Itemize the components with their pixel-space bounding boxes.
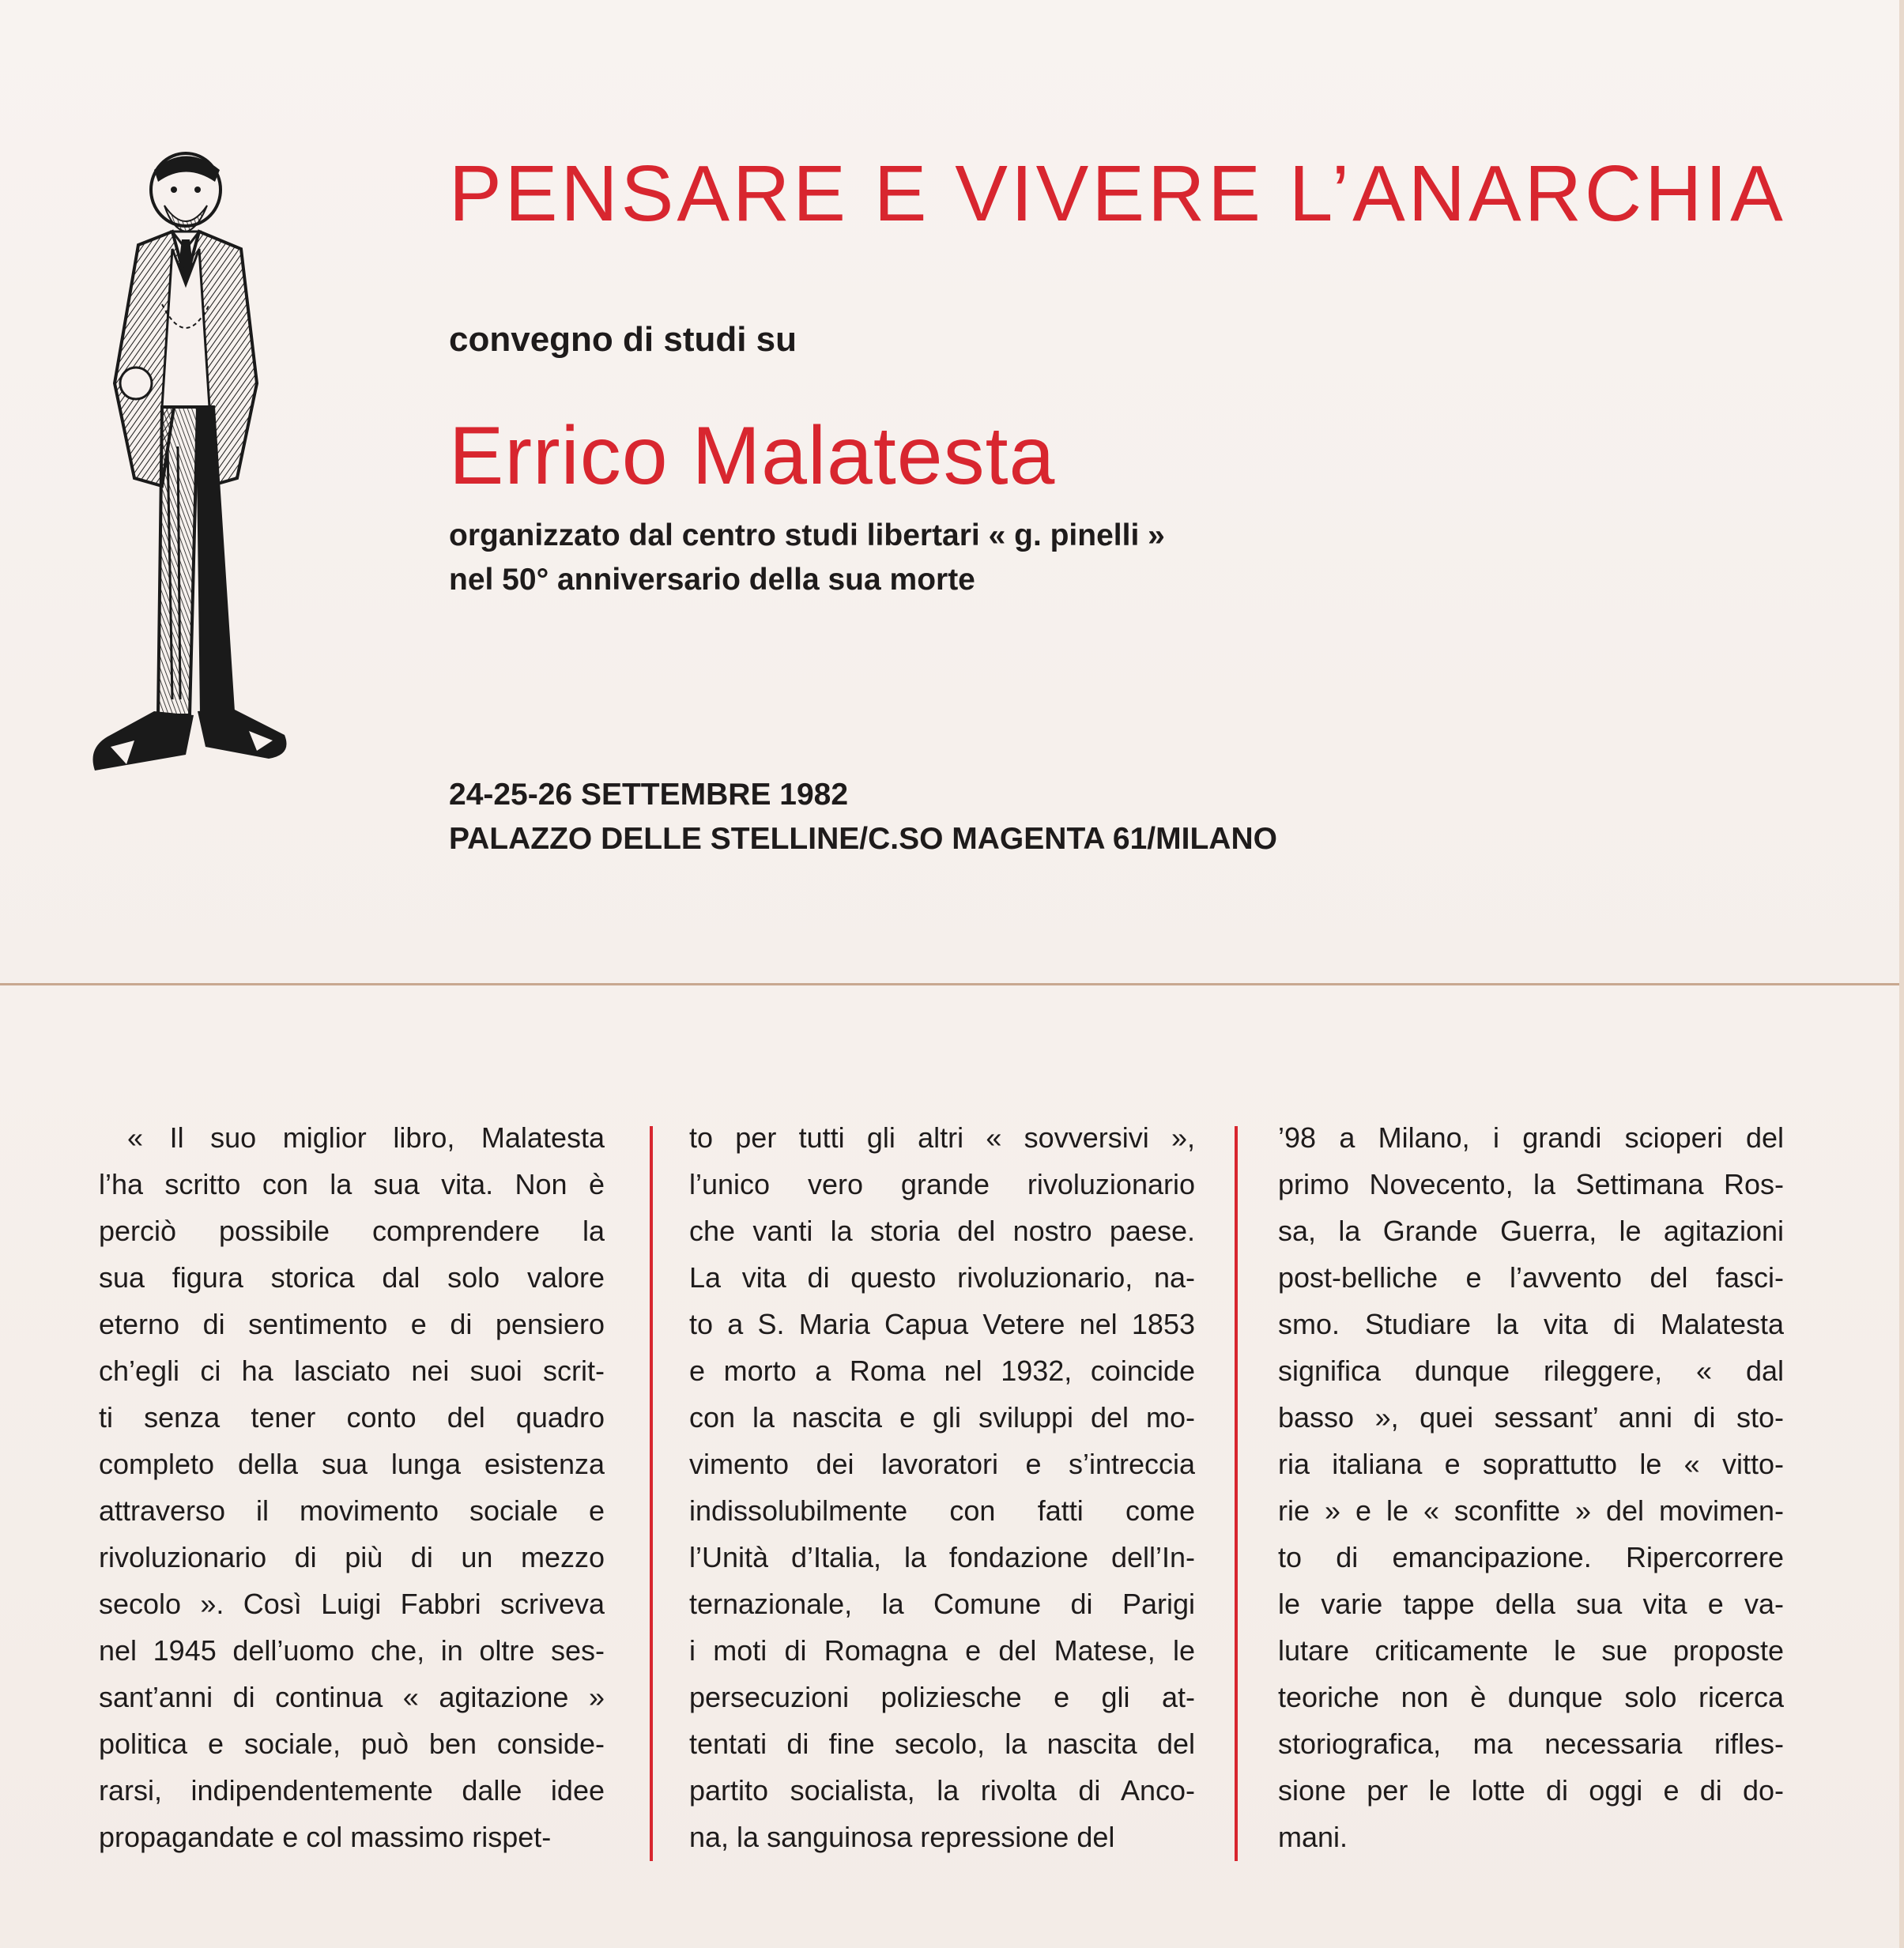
text-line: vimento dei lavoratori e s’intreccia: [689, 1448, 1195, 1480]
text-line: « Il suo miglior libro, Malatesta: [99, 1121, 605, 1154]
text-line: e morto a Roma nel 1932, coincide: [689, 1355, 1195, 1387]
column-divider: [650, 1126, 653, 1861]
text-line: ternazionale, la Comune di Parigi: [689, 1588, 1195, 1620]
text-line: primo Novecento, la Settimana Ros-: [1278, 1168, 1784, 1200]
column-divider: [1235, 1126, 1238, 1861]
text-line: persecuzioni poliziesche e gli at-: [689, 1681, 1195, 1713]
organizer-info: [449, 514, 1165, 602]
text-line: rivoluzionario di più di un mezzo: [99, 1541, 605, 1573]
text-line: sant’anni di continua « agitazione »: [99, 1681, 605, 1713]
text-line: propagandate e col massimo rispet-: [99, 1821, 552, 1853]
text-line: rarsi, indipendentemente dalle idee: [99, 1774, 605, 1807]
text-line: teoriche non è dunque solo ricerca: [1278, 1681, 1784, 1713]
text-line: post-belliche e l’avvento del fasci-: [1278, 1261, 1784, 1294]
text-line: politica e sociale, può ben conside-: [99, 1728, 605, 1760]
text-line: sione per le lotte di oggi e di do-: [1278, 1774, 1784, 1807]
event-details: [449, 773, 1277, 861]
text-line: le varie tappe della sua vita e va-: [1278, 1588, 1784, 1620]
text-line: attraverso il movimento sociale e: [99, 1494, 605, 1527]
fold-line: [0, 983, 1904, 985]
text-line: basso », quei sessant’ anni di sto-: [1278, 1401, 1784, 1434]
text-line: eterno di sentimento e di pensiero: [99, 1308, 605, 1340]
event-subtitle: convegno di studi su: [449, 320, 797, 359]
text-line: lutare criticamente le sue proposte: [1278, 1634, 1784, 1667]
text-line: perciò possibile comprendere la: [99, 1215, 605, 1247]
text-line: to di emancipazione. Ripercorrere: [1278, 1541, 1784, 1573]
text-line: i moti di Romagna e del Matese, le: [689, 1634, 1195, 1667]
text-line: smo. Studiare la vita di Malatesta: [1278, 1308, 1784, 1340]
text-line: l’Unità d’Italia, la fondazione dell’In-: [689, 1541, 1195, 1573]
text-line: nel 1945 dell’uomo che, in oltre ses-: [99, 1634, 605, 1667]
text-line: partito socialista, la rivolta di Anco-: [689, 1774, 1195, 1807]
text-line: ’98 a Milano, i grandi scioperi del: [1278, 1121, 1784, 1154]
organizer-line: organizzato dal centro studi libertari « g. pinelli »: [449, 518, 1165, 552]
text-line: sua figura storica dal solo valore: [99, 1261, 605, 1294]
text-line: mani.: [1278, 1821, 1348, 1853]
text-line: storiografica, ma necessaria rifles-: [1278, 1728, 1784, 1760]
text-column-3: [1278, 1114, 1784, 1860]
text-line: to a S. Maria Capua Vetere nel 1853: [689, 1308, 1195, 1340]
anniversary-line: nel 50° anniversario della sua morte: [449, 563, 975, 597]
text-line: La vita di questo rivoluzionario, na-: [689, 1261, 1195, 1294]
text-line: l’ha scritto con la sua vita. Non è: [99, 1168, 605, 1200]
text-column-2: [689, 1114, 1195, 1860]
paper-edge: [1899, 0, 1904, 1948]
event-title: PENSARE E VIVERE L’ANARCHIA: [449, 149, 1786, 238]
text-line: secolo ». Così Luigi Fabbri scriveva: [99, 1588, 605, 1620]
malatesta-portrait-illustration: [79, 146, 324, 857]
text-line: rie » e le « sconfitte » del movimen-: [1278, 1494, 1784, 1527]
text-line: to per tutti gli altri « sovversivi »,: [689, 1121, 1195, 1154]
text-line: na, la sanguinosa repressione del: [689, 1821, 1115, 1853]
text-line: sa, la Grande Guerra, le agitazioni: [1278, 1215, 1784, 1247]
text-column-1: [99, 1114, 605, 1860]
text-line: l’unico vero grande rivoluzionario: [689, 1168, 1195, 1200]
text-line: con la nascita e gli sviluppi del mo-: [689, 1401, 1195, 1434]
text-line: indissolubilmente con fatti come: [689, 1494, 1195, 1527]
event-venue: PALAZZO DELLE STELLINE/C.SO MAGENTA 61/MILANO: [449, 822, 1277, 856]
text-line: completo della sua lunga esistenza: [99, 1448, 605, 1480]
text-line: ch’egli ci ha lasciato nei suoi scrit-: [99, 1355, 605, 1387]
text-line: tentati di fine secolo, la nascita del: [689, 1728, 1195, 1760]
text-line: che vanti la storia del nostro paese.: [689, 1215, 1195, 1247]
text-line: significa dunque rileggere, « dal: [1278, 1355, 1784, 1387]
text-line: ti senza tener conto del quadro: [99, 1401, 605, 1434]
text-line: ria italiana e soprattutto le « vitto-: [1278, 1448, 1784, 1480]
event-date: 24-25-26 SETTEMBRE 1982: [449, 778, 849, 812]
honoree-name: Errico Malatesta: [449, 410, 1056, 502]
